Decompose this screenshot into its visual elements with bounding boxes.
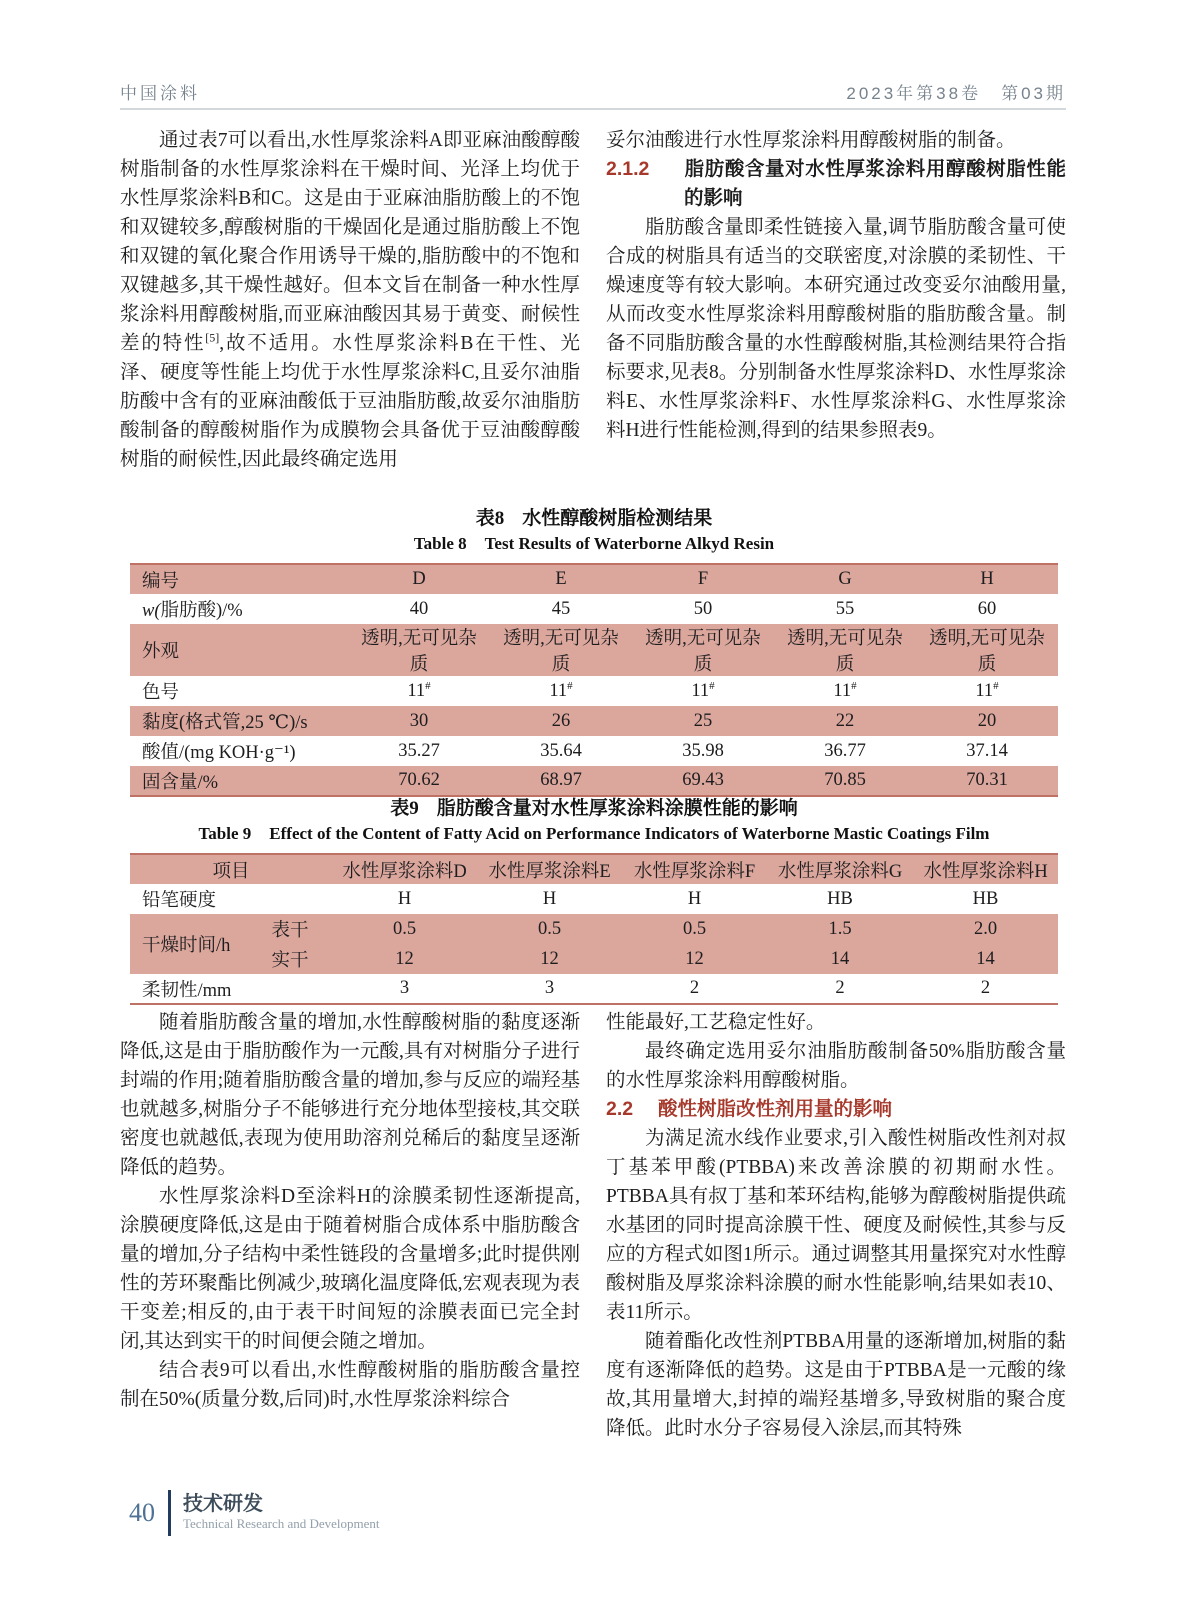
discussion-right-column bbox=[606, 1008, 1066, 1443]
column-header: D bbox=[348, 564, 490, 594]
table8-block bbox=[130, 503, 1058, 797]
superscript-mark: # bbox=[425, 679, 431, 692]
header-rule bbox=[120, 108, 1066, 110]
table8-header-row bbox=[130, 564, 1058, 594]
cell: 35.98 bbox=[682, 740, 724, 761]
cell: 透明,无可见杂质 bbox=[348, 624, 490, 676]
cell: H bbox=[687, 888, 702, 909]
table-row bbox=[130, 706, 1058, 736]
superscript-mark: # bbox=[567, 679, 573, 692]
cell: 60 bbox=[977, 598, 997, 619]
paragraph: 最终确定选用妥尔油脂肪酸制备50%脂肪酸含量的水性厚浆涂料用醇酸树脂。 bbox=[606, 1041, 1066, 1091]
cell: 26 bbox=[490, 706, 632, 736]
cell: 0.5 bbox=[332, 914, 477, 944]
footer-section-zh: 技术研发 bbox=[183, 1493, 263, 1515]
cell: 3 bbox=[544, 978, 555, 998]
table-row bbox=[130, 944, 1058, 974]
section-heading-2-2 bbox=[606, 1095, 1066, 1124]
cell: 20 bbox=[916, 706, 1058, 736]
column-header: 编号 bbox=[130, 564, 348, 594]
table9-number-en: Table 9 bbox=[198, 824, 252, 843]
table8-title-zh: 水性醇酸树脂检测结果 bbox=[522, 508, 713, 529]
table-row bbox=[130, 676, 1058, 706]
paragraph: 妥尔油酸进行水性厚浆涂料用醇酸树脂的制备。 bbox=[606, 130, 1016, 151]
row-label: 干燥时间/h bbox=[130, 914, 248, 974]
table-row bbox=[130, 594, 1058, 624]
intro-left-column bbox=[120, 126, 580, 474]
cell-value: 11 bbox=[407, 680, 426, 701]
table-row bbox=[130, 624, 1058, 676]
sub-row-label: 表干 bbox=[248, 914, 332, 944]
footer-divider-bar bbox=[168, 1490, 171, 1536]
cell-value: 11 bbox=[691, 680, 710, 701]
sub-row-label: 实干 bbox=[248, 944, 332, 974]
cell: H bbox=[397, 888, 412, 909]
row-label: w(脂肪酸)/% bbox=[142, 601, 243, 621]
table-row bbox=[130, 766, 1058, 796]
cell: 3 bbox=[399, 978, 410, 998]
issue-info: 2023年第38卷 第03期 bbox=[846, 84, 1066, 103]
table-row bbox=[130, 736, 1058, 766]
row-label: 外观 bbox=[130, 624, 348, 676]
row-label: 柔韧性/mm bbox=[142, 980, 232, 1001]
row-label: 黏度(格式管,25 ℃)/s bbox=[130, 706, 348, 736]
column-header: 水性厚浆涂料G bbox=[767, 854, 913, 884]
row-label: 固含量/% bbox=[130, 766, 348, 796]
section-title: 脂肪酸含量对水性厚浆涂料用醇酸树脂性能的影响 bbox=[684, 159, 1066, 209]
cell: 12 bbox=[622, 944, 767, 974]
cell: 25 bbox=[632, 706, 774, 736]
table-row bbox=[130, 914, 1058, 944]
cell bbox=[774, 676, 916, 706]
paragraph: 脂肪酸含量即柔性链接入量,调节脂肪酸含量可使合成的树脂具有适当的交联密度,对涂膜的柔韧性、干燥速度等有较大影响。本研究通过改变妥尔油酸用量,从而改变水性厚浆涂料用醇酸树脂的脂肪酸含量。制备不同脂肪酸含量的水性醇酸树脂,其检测结果符合指标要求,见表8。分别制备水性厚浆涂料D、水性厚浆涂料E、水性厚浆涂料F、水性厚浆涂料G、水性厚浆涂料H进行性能检测,得到的结果参照表9。 bbox=[606, 217, 1066, 441]
superscript-mark: # bbox=[851, 679, 857, 692]
cell: 69.43 bbox=[632, 766, 774, 796]
page-header bbox=[120, 76, 1066, 104]
section-heading-2-1-2 bbox=[606, 155, 1066, 213]
row-label: 铅笔硬度 bbox=[142, 891, 217, 911]
cell: 1.5 bbox=[767, 914, 913, 944]
table9-title-zh: 脂肪酸含量对水性厚浆涂料涂膜性能的影响 bbox=[436, 798, 798, 819]
table9-header-row bbox=[130, 854, 1058, 884]
superscript-mark: # bbox=[993, 679, 999, 692]
cell: 12 bbox=[477, 944, 622, 974]
column-header: F bbox=[632, 564, 774, 594]
paragraph: 随着酯化改性剂PTBBA用量的逐渐增加,树脂的黏度有逐渐降低的趋势。这是由于PTBBA是一元酸的缘故,其用量增大,封掉的端羟基增多,导致树脂的聚合度降低。此时水分子容易侵入涂层,而其特殊 bbox=[606, 1331, 1066, 1439]
table8-caption-en bbox=[130, 534, 1058, 554]
table9-number-zh: 表9 bbox=[390, 798, 419, 819]
cell: 2.0 bbox=[913, 914, 1058, 944]
reference-marker: [5] bbox=[205, 330, 220, 345]
cell bbox=[632, 676, 774, 706]
cell: 2 bbox=[835, 978, 845, 998]
journal-name: 中国涂料 bbox=[120, 84, 200, 103]
superscript-mark: # bbox=[709, 679, 715, 692]
cell: 70.62 bbox=[348, 766, 490, 796]
cell: 2 bbox=[980, 978, 991, 998]
cell: 50 bbox=[693, 598, 713, 619]
paragraph-text: 通过表7可以看出,水性厚浆涂料A即亚麻油酸醇酸树脂制备的水性厚浆涂料在干燥时间、光泽上均优于水性厚浆涂料B和C。这是由于亚麻油脂肪酸上的不饱和双键较多,醇酸树脂的干燥固化是通过脂肪酸上不饱和双键的氧化聚合作用诱导干燥的,脂肪酸中的不饱和双键越多,其干燥性越好。但本文旨在制备一种水性厚浆涂料用醇酸树脂,而亚麻油酸因其易于黄变、耐候性差的特性 bbox=[120, 130, 580, 354]
cell: 36.77 bbox=[824, 740, 866, 761]
column-header: 水性厚浆涂料H bbox=[913, 854, 1058, 884]
page-number: 40 bbox=[129, 1498, 155, 1527]
paragraph bbox=[120, 126, 580, 474]
cell: 35.64 bbox=[540, 740, 582, 761]
cell: HB bbox=[827, 888, 853, 909]
cell: 透明,无可见杂质 bbox=[490, 624, 632, 676]
cell-value: 11 bbox=[833, 680, 852, 701]
row-label: 酸值/(mg KOH·g⁻¹) bbox=[142, 743, 296, 763]
cell: 37.14 bbox=[966, 740, 1008, 761]
table8-number-en: Table 8 bbox=[413, 534, 467, 553]
paragraph: 为满足流水线作业要求,引入酸性树脂改性剂对叔丁基苯甲酸(PTBBA)来改善涂膜的初期耐水性。PTBBA具有叔丁基和苯环结构,能够为醇酸树脂提供疏水基团的同时提高涂膜干性、硬度及耐候性,其参与反应的方程式如图1所示。通过调整其用量探究对水性醇酸树脂及厚浆涂料涂膜的耐水性能影响,结果如表10、表11所示。 bbox=[606, 1128, 1066, 1323]
paragraph: 结合表9可以看出,水性醇酸树脂的脂肪酸含量控制在50%(质量分数,后同)时,水性厚浆涂料综合 bbox=[120, 1360, 580, 1410]
table9-caption-zh bbox=[130, 793, 1058, 820]
cell: 35.27 bbox=[398, 740, 440, 761]
cell: 14 bbox=[767, 944, 913, 974]
cell: 70.31 bbox=[916, 766, 1058, 796]
table8-caption-zh bbox=[130, 503, 1058, 530]
intro-section bbox=[120, 126, 1066, 474]
section-title: 酸性树脂改性剂用量的影响 bbox=[658, 1098, 893, 1120]
paragraph: 水性厚浆涂料D至涂料H的涂膜柔韧性逐渐提高,涂膜硬度降低,这是由于随着树脂合成体系中脂肪酸含量的增加,分子结构中柔性链段的含量增多;此时提供刚性的芳环聚酯比例减少,玻璃化温度降低,宏观表现为表干变差;相反的,由于表干时间短的涂膜表面已完全封闭,其达到实干的时间便会随之增加。 bbox=[120, 1186, 580, 1352]
cell: 55 bbox=[835, 598, 855, 619]
section-number: 2.2 bbox=[606, 1098, 634, 1120]
cell: 70.85 bbox=[774, 766, 916, 796]
intro-right-column bbox=[606, 126, 1066, 474]
row-label: 色号 bbox=[142, 683, 180, 703]
cell bbox=[916, 676, 1058, 706]
table9-block bbox=[130, 793, 1058, 1005]
cell-value: 11 bbox=[975, 680, 994, 701]
column-header: H bbox=[916, 564, 1058, 594]
table9-caption-en bbox=[130, 824, 1058, 844]
paragraph-text: ,故不适用。水性厚浆涂料B在干性、光泽、硬度等性能上均优于水性厚浆涂料C,且妥尔油脂肪酸中含有的亚麻油酸低于豆油脂肪酸,故妥尔油脂肪酸制备的醇酸树脂作为成膜物会具备优于豆油酸醇酸树脂的耐候性,因此最终确定选用 bbox=[120, 333, 580, 470]
cell: 30 bbox=[348, 706, 490, 736]
footer-section-en: Technical Research and Development bbox=[183, 1516, 380, 1531]
table9 bbox=[130, 853, 1058, 1005]
cell-value: 11 bbox=[549, 680, 568, 701]
table8-number-zh: 表8 bbox=[475, 508, 505, 529]
cell: 透明,无可见杂质 bbox=[916, 624, 1058, 676]
cell: 68.97 bbox=[490, 766, 632, 796]
section-number: 2.1.2 bbox=[606, 158, 650, 180]
cell bbox=[490, 676, 632, 706]
column-header: 水性厚浆涂料D bbox=[332, 854, 477, 884]
paragraph: 性能最好,工艺稳定性好。 bbox=[606, 1012, 826, 1033]
table9-title-en: Effect of the Content of Fatty Acid on Performance Indicators of Waterborne Mastic Coatings Film bbox=[269, 824, 990, 843]
cell: 40 bbox=[409, 598, 429, 619]
table-row bbox=[130, 974, 1058, 1004]
column-header: 水性厚浆涂料F bbox=[622, 854, 767, 884]
cell: HB bbox=[972, 888, 999, 909]
cell: 45 bbox=[551, 598, 571, 619]
paragraph: 随着脂肪酸含量的增加,水性醇酸树脂的黏度逐渐降低,这是由于脂肪酸作为一元酸,具有对树脂分子进行封端的作用;随着脂肪酸含量的增加,参与反应的端羟基也就越多,树脂分子不能够进行充分地体型接枝,其交联密度也就越低,表现为使用助溶剂兑稀后的黏度呈逐渐降低的趋势。 bbox=[120, 1012, 580, 1178]
column-header: E bbox=[490, 564, 632, 594]
cell: 0.5 bbox=[477, 914, 622, 944]
cell: 0.5 bbox=[622, 914, 767, 944]
table8-title-en: Test Results of Waterborne Alkyd Resin bbox=[484, 534, 775, 553]
discussion-left-column bbox=[120, 1008, 580, 1443]
table-row bbox=[130, 884, 1058, 914]
column-header: 水性厚浆涂料E bbox=[477, 854, 622, 884]
cell: 14 bbox=[913, 944, 1058, 974]
cell: 12 bbox=[332, 944, 477, 974]
cell: 透明,无可见杂质 bbox=[774, 624, 916, 676]
column-header: 项目 bbox=[130, 854, 332, 884]
table8 bbox=[130, 563, 1058, 797]
cell bbox=[348, 676, 490, 706]
discussion-section bbox=[120, 1008, 1066, 1443]
cell: H bbox=[542, 888, 557, 909]
cell: 2 bbox=[689, 978, 700, 998]
cell: 22 bbox=[774, 706, 916, 736]
column-header: G bbox=[774, 564, 916, 594]
cell: 透明,无可见杂质 bbox=[632, 624, 774, 676]
footer-section bbox=[183, 1493, 380, 1533]
page-footer bbox=[120, 1490, 380, 1536]
